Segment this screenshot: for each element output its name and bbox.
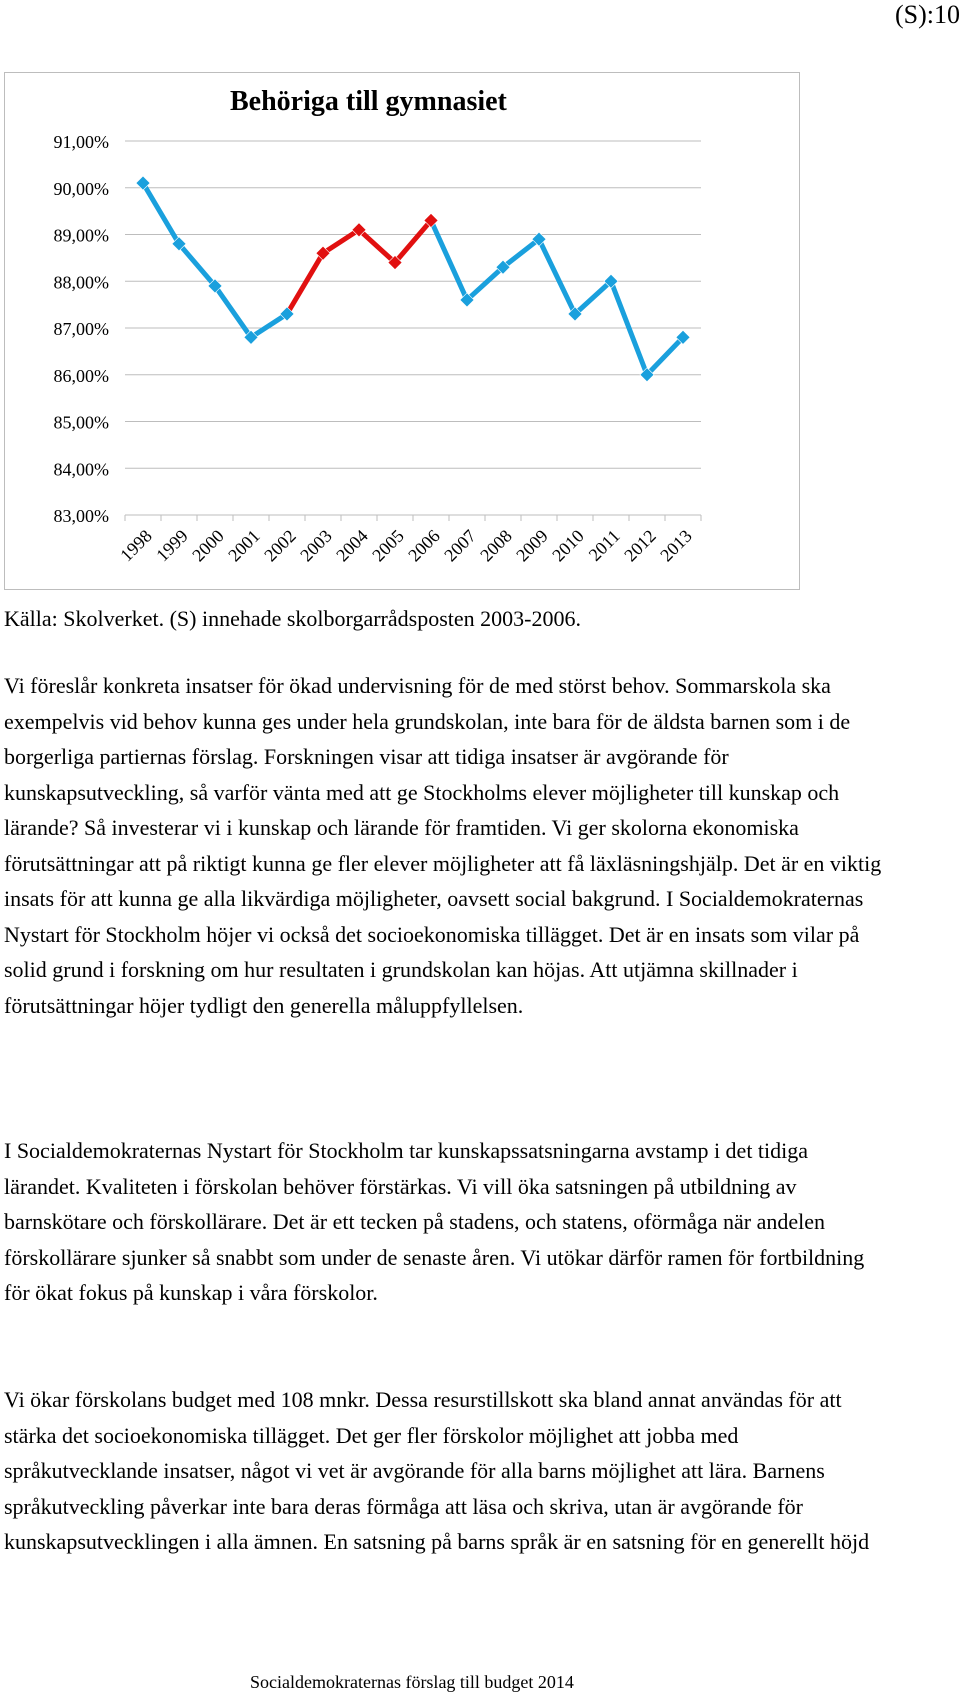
line-segment xyxy=(179,244,215,286)
body-paragraph: I Socialdemokraternas Nystart för Stockholm tar kunskapssatsningarna avstamp i det tidiga lärandet. Kvaliteten i förskolan behöver förstärkas. Vi vill öka satsningen på utbildning av barnskötare och förskollärare. Det är ett tecken på stadens, och statens, oförmåga när andelen förskollärare sjunker så snabbt som under de senaste åren. Vi utökar därför ramen för fortbildning för ökat fokus på kunskap i våra förskolor. xyxy=(4,1138,865,1305)
chart-container xyxy=(4,72,800,590)
x-tick-label: 2013 xyxy=(656,525,696,566)
x-tick-label: 2005 xyxy=(368,525,408,566)
line-segment xyxy=(215,286,251,337)
x-tick-label: 2008 xyxy=(476,525,516,566)
line-segment xyxy=(647,337,683,374)
y-tick-label: 85,00% xyxy=(53,412,109,433)
line-segment xyxy=(539,239,575,314)
highlight-line-segment xyxy=(287,253,323,314)
x-tick-label: 2010 xyxy=(548,525,588,566)
y-tick-label: 88,00% xyxy=(53,272,109,293)
y-tick-label: 91,00% xyxy=(53,132,109,152)
y-tick-label: 90,00% xyxy=(53,178,109,199)
line-segment xyxy=(251,314,287,337)
x-tick-label: 2009 xyxy=(512,525,552,566)
x-tick-label: 1998 xyxy=(116,525,156,566)
x-tick-label: 2006 xyxy=(404,525,444,566)
body-paragraph: Vi föreslår konkreta insatser för ökad undervisning för de med störst behov. Sommarskola ska exempelvis vid behov kunna ges under hela grundskolan, inte bara för de äldsta barnen som i de borgerliga partiernas förslag. Forskningen visar att tidiga insatser är avgörande för kunskapsutveckling, så varför vänta med att ge Stockholms elever möjligheter till kunskap och lärande? Så investerar vi i kunskap och lärande för framtiden. Vi ger skolorna ekonomiska förutsättningar att på riktigt kunna ge fler elever möjligheter att få läxläsningshjälp. Det är en viktig insats för att kunna ge alla likvärdiga möjligheter, oavsett social bakgrund. I Socialdemokraternas Nystart för Stockholm höjer vi också det socioekonomiska tillägget. Det är en insats som vilar på solid grund i forskning om hur resultaten i grundskolan kan höjas. Att utjämna skillnader i förutsättningar höjer tydligt den generella måluppfyllelsen. xyxy=(4,673,882,1018)
gridlines xyxy=(125,141,701,521)
x-tick-label: 1999 xyxy=(152,525,192,566)
line-chart xyxy=(5,73,801,591)
y-tick-label: 84,00% xyxy=(53,459,109,480)
x-tick-label: 2000 xyxy=(188,525,228,566)
highlight-line-segment xyxy=(395,220,431,262)
y-tick-label: 87,00% xyxy=(53,319,109,339)
y-tick-labels xyxy=(54,132,110,526)
x-tick-label: 2012 xyxy=(620,525,660,566)
x-tick-label: 2004 xyxy=(332,525,372,566)
series-lines xyxy=(143,183,683,375)
y-tick-label: 83,00% xyxy=(53,506,109,526)
x-tick-labels xyxy=(116,526,696,566)
data-markers xyxy=(136,176,690,382)
chart-title: Behöriga till gymnasiet xyxy=(230,86,507,117)
line-segment xyxy=(575,281,611,314)
x-tick-label: 2007 xyxy=(440,525,480,566)
line-segment xyxy=(467,267,503,300)
highlight-line-segment xyxy=(323,230,359,253)
body-paragraph: Vi ökar förskolans budget med 108 mnkr. Dessa resurstillskott ska bland annat användas för att stärka det socioekonomiska tillägget. Det ger fler förskolor möjlighet att jobba med språkutvecklande insatser, något vi vet är avgörande för alla barns möjlighet att lära. Barnens språkutveckling påverkar inte bara deras förmåga att läsa och skriva, utan är avgörande för kunskapsutvecklingen i alla ämnen. En satsning på barns språk är en satsning för en generellt höjd xyxy=(4,1387,870,1554)
source-caption: Källa: Skolverket. (S) innehade skolborgarrådsposten 2003-2006. xyxy=(4,606,581,631)
y-tick-label: 89,00% xyxy=(53,225,109,246)
x-tick-label: 2003 xyxy=(296,525,336,566)
page-footer: Socialdemokraternas förslag till budget 2014 xyxy=(250,1672,574,1692)
page-number: (S):10 xyxy=(895,0,960,29)
y-tick-label: 86,00% xyxy=(53,365,109,386)
x-tick-label: 2002 xyxy=(260,525,300,566)
x-tick-label: 2001 xyxy=(224,525,264,566)
x-tick-label: 2011 xyxy=(584,525,624,565)
line-segment xyxy=(431,220,467,299)
line-segment xyxy=(503,239,539,267)
